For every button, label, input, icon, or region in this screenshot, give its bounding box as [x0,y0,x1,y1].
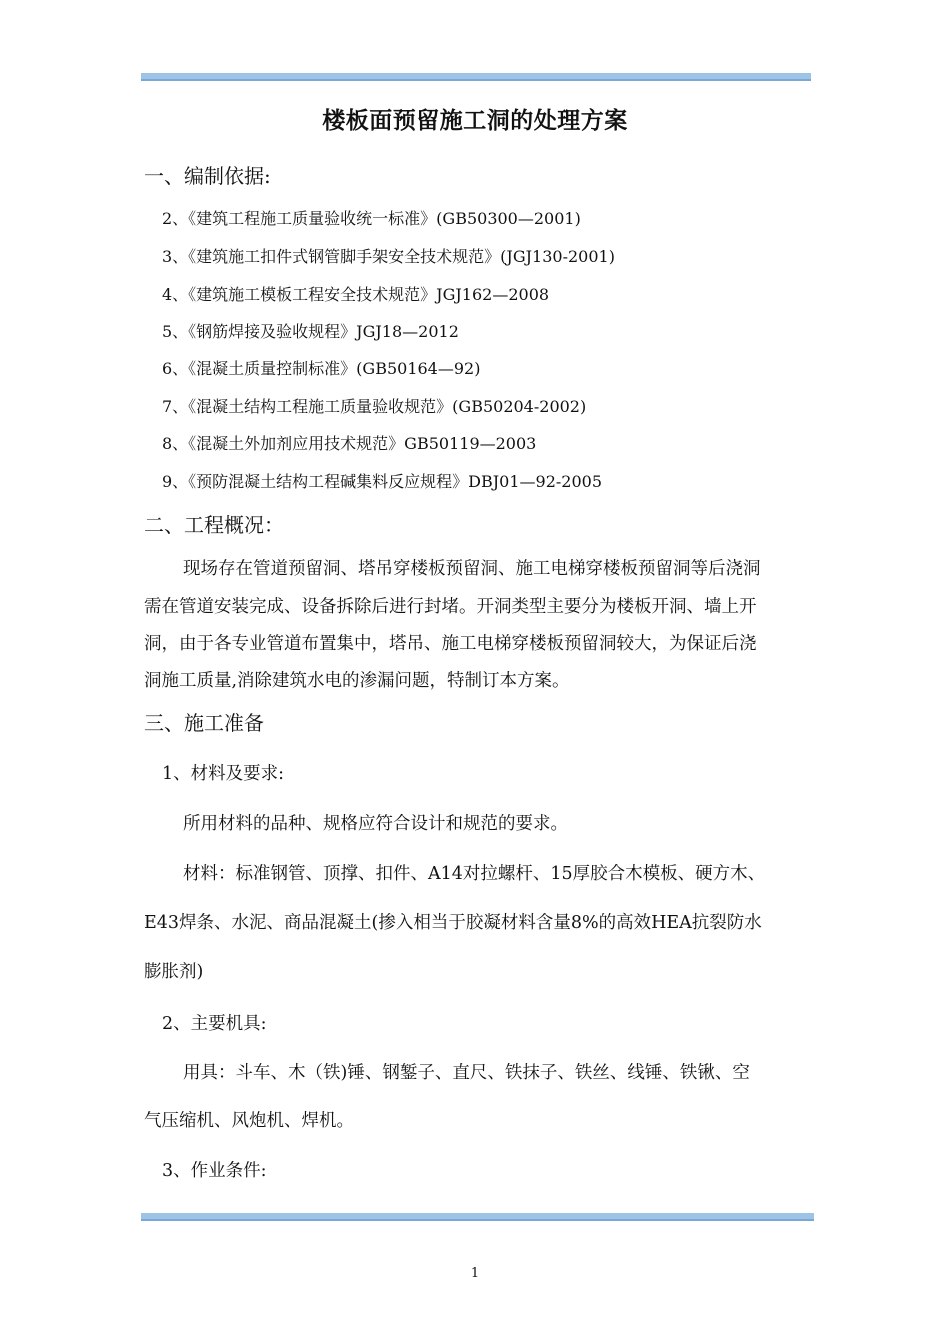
reference-item: 4、《建筑施工模板工程安全技术规范》JGJ162—2008 [162,285,550,304]
subheading-materials: 1、材料及要求: [162,764,285,784]
page-number: 1 [470,1266,480,1281]
reference-item: 8、《混凝土外加剂应用技术规范》GB50119—2003 [162,434,537,453]
reference-item: 7、《混凝土结构工程施工质量验收规范》(GB50204-2002) [162,397,587,416]
reference-item: 5、《钢筋焊接及验收规程》JGJ18—2012 [162,322,459,341]
overview-paragraph-line: 洞施工质量,消除建筑水电的渗漏问题，特制订本方案。 [144,671,570,691]
tools-list-line: 气压缩机、风炮机、焊机。 [144,1111,354,1131]
materials-list-line: E43焊条、水泥、商品混凝土(掺入相当于胶凝材料含量8%的高效HEA抗裂防水 [144,913,762,933]
reference-item: 9、《预防混凝土结构工程碱集料反应规程》DBJ01—92-2005 [162,472,603,491]
overview-paragraph-line: 现场存在管道预留洞、塔吊穿楼板预留洞、施工电梯穿楼板预留洞等后浇洞 [183,559,761,579]
subheading-work-conditions: 3、作业条件: [162,1161,267,1181]
overview-paragraph-line: 需在管道安装完成、设备拆除后进行封堵。开洞类型主要分为楼板开洞、墙上开 [144,597,757,617]
reference-item: 6、《混凝土质量控制标准》(GB50164—92) [162,359,481,378]
reference-item: 2、《建筑工程施工质量验收统一标准》(GB50300—2001) [162,209,581,228]
reference-item: 3、《建筑施工扣件式钢管脚手架安全技术规范》(JGJ130-2001) [162,247,615,266]
footer-rule [141,1213,814,1221]
section-heading-overview: 二、工程概况： [144,513,284,537]
overview-paragraph-line: 洞，由于各专业管道布置集中，塔吊、施工电梯穿楼板预留洞较大，为保证后浇 [144,634,757,654]
tools-list-line: 用具：斗车、木（铁)锤、钢錾子、直尺、铁抹子、铁丝、线锤、铁锹、空 [183,1063,750,1083]
document-title: 楼板面预留施工洞的处理方案 [322,107,628,134]
subheading-tools: 2、主要机具: [162,1014,267,1034]
materials-requirement: 所用材料的品种、规格应符合设计和规范的要求。 [183,814,568,834]
section-heading-basis: 一、编制依据: [144,164,271,188]
header-rule [141,73,811,81]
section-heading-preparation: 三、施工准备 [144,711,264,735]
materials-list-line: 膨胀剂) [144,962,204,982]
materials-list-line: 材料：标准钢管、顶撑、扣件、A14对拉螺杆、15厚胶合木模板、硬方木、 [183,864,766,884]
